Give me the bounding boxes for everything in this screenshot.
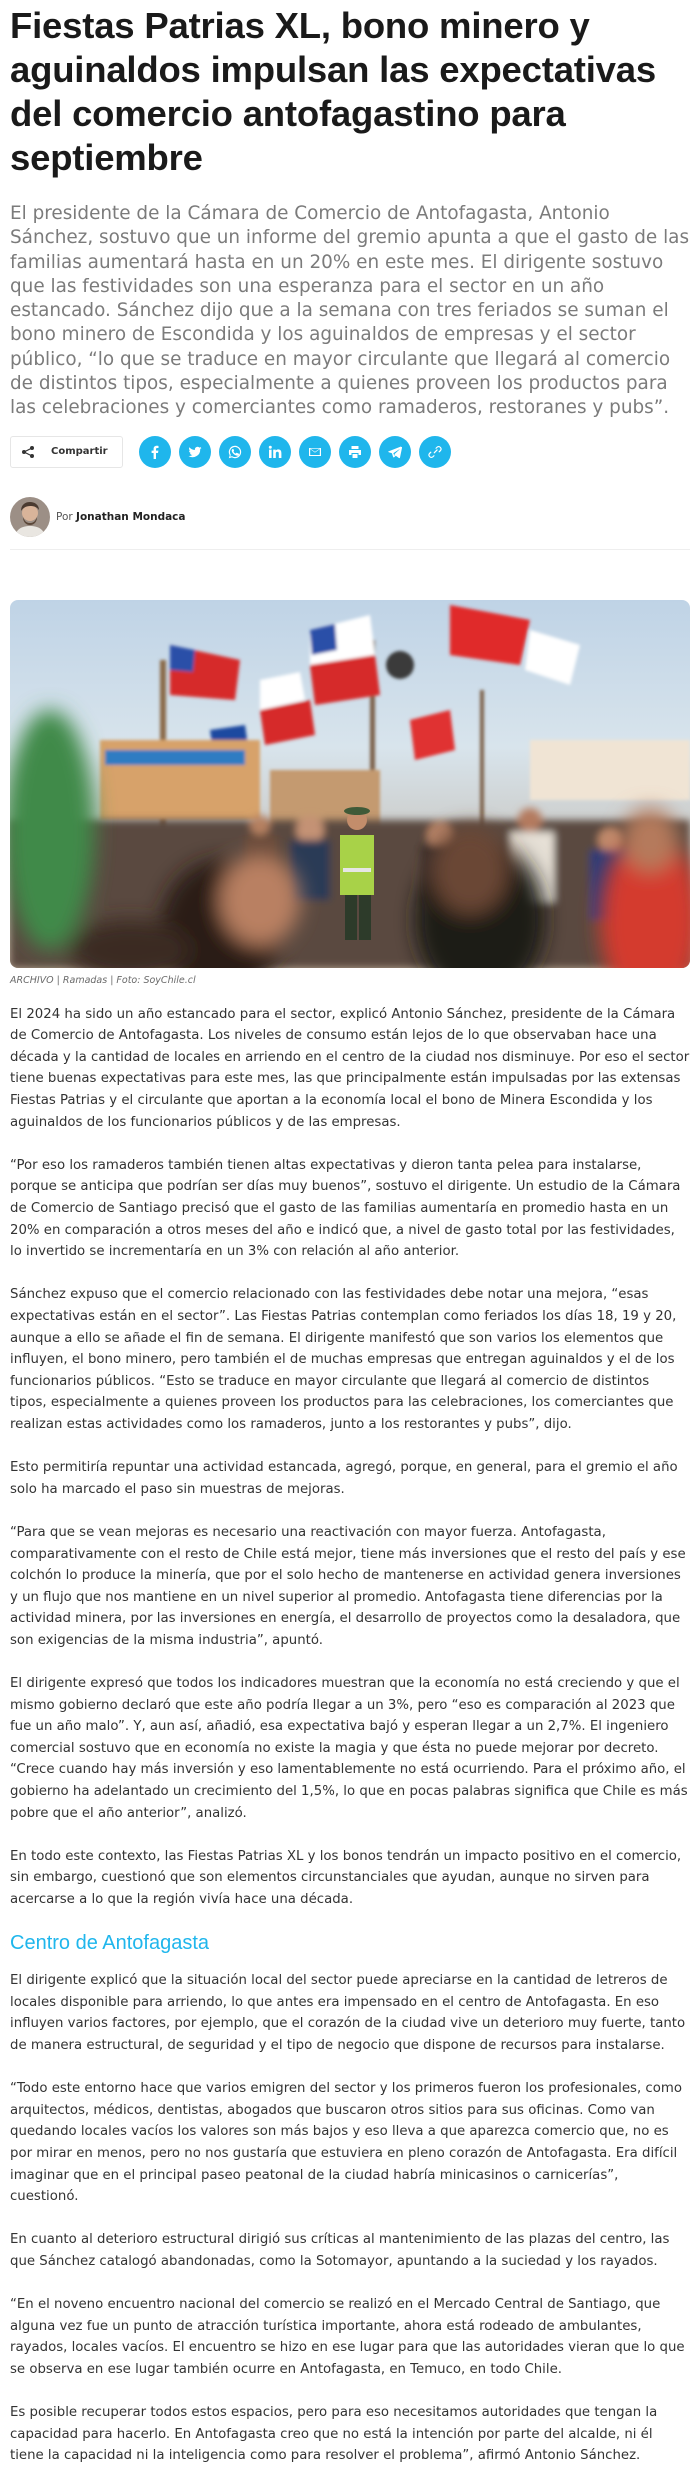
body-paragraph: El dirigente expresó que todos los indicadores muestran que la economía no está creciendo y que el mismo gobierno declaró que este año podría llegar a un 3%, pero “eso es comparación al 2023 que fue un año malo”. Y, aun así, añadió, esa expectativa bajó y esperan llegar a un 2,7%. El ingeniero comercial sostuvo que en economía no existe la magia y que ésta no puede mejorar por decreto. “Crece cuando hay más inversión y eso lamentablemente no está ocurriendo. Para el próximo año, el gobierno ha adelantado un crecimiento del 1,5%, lo que en pocas palabras significa que Chile es más pobre que el año anterior”, analizó. xyxy=(10,1676,688,1821)
share-bar xyxy=(10,435,690,469)
body-paragraph: El dirigente explicó que la situación local del sector puede apreciarse en la cantidad de letreros de locales disponible para arriendo, lo que antes era impensado en el centro de Antofagasta. En eso influyen varios factores, por ejemplo, que el corazón de la ciudad vive un deterioro muy fuerte, tanto de manera estructural, de seguridad y el tipo de negocio que dispone de recursos para instalarse. xyxy=(10,1973,686,2053)
social-buttons xyxy=(139,436,451,468)
body-paragraph: Esto permitiría repuntar una actividad estancada, agregó, porque, en general, para el gremio el año solo ha marcado el paso sin muestras de mejoras. xyxy=(10,1460,678,1497)
body-paragraph: “Por eso los ramaderos también tienen altas expectativas y dieron tanta pelea para instalarse, porque se anticipa que podrían ser días muy buenos”, sostuvo el dirigente. Un estudio de la Cámara de Comercio de Santiago precisó que el gasto de las familias aumentaría en promedio hasta en un 20% en comparación a otros meses del año e indicó que, a nivel de gasto total por las festividades, lo invertido se incrementaría en un 3% con relación al año anterior. xyxy=(10,1157,681,1260)
twitter-share-button[interactable] xyxy=(179,436,211,468)
whatsapp-share-button[interactable] xyxy=(219,436,251,468)
facebook-share-button[interactable] xyxy=(139,436,171,468)
linkedin-icon xyxy=(268,445,282,459)
print-icon xyxy=(348,445,362,459)
body-paragraph: Sánchez expuso que el comercio relacionado con las festividades debe notar una mejora, “esas expectativas están en el sector”. Las Fiestas Patrias contemplan como feriados los días 18, 19 y 20, aunque a ello se añade el fin de semana. El dirigente manifestó que son varios los elementos que influyen, el bono minero, pero también el de muchas empresas que entregan aguinaldos y el de los funcionarios públicos. “Esto se traduce en mayor circulante que llegará al comercio de distintos tipos, especialmente a quienes proveen los productos para las celebraciones, los comerciantes que realizan estas actividades como los ramaderos, junto a los restorantes y pubs”, dijo. xyxy=(10,1287,677,1432)
article-title: Fiestas Patrias XL, bono minero y aguinaldos impulsan las expectativas del comercio antofagastino para septiembre xyxy=(10,5,656,178)
body-paragraph: “En el noveno encuentro nacional del comercio se realizó en el Mercado Central de Santiago, que alguna vez fue un punto de atracción turística importante, ahora está rodeado de ambulantes, rayados, locales vacíos. El encuentro se hizo en ese lugar para que las autoridades vieran que lo que se observa en ese lugar también ocurre en Antofagasta, en Temuco, en todo Chile. xyxy=(10,2297,685,2377)
email-icon xyxy=(308,445,322,459)
share-label: Compartir xyxy=(51,446,108,458)
body-paragraph: El 2024 ha sido un año estancado para el sector, explicó Antonio Sánchez, presidente de la Cámara de Comercio de Antofagasta. Los niveles de consumo están lejos de lo que observaban hace una década y la cantidad de locales en arriendo en el centro de la ciudad nos disminuye. Por eso el sector tiene buenas expectativas para este mes, las que principalmente están impulsadas por las extensas Fiestas Patrias y el circulante que aportan a la economía local el bono de Minera Escondida y los aguinaldos de los funcionarios públicos y de las empresas. xyxy=(10,1006,690,1130)
author-byline xyxy=(10,497,690,537)
telegram-icon xyxy=(388,445,402,459)
body-paragraph: En cuanto al deterioro estructural dirigió sus críticas al mantenimiento de las plazas del centro, las que Sánchez catalogó abandonadas, como la Sotomayor, apuntando a la suciedad y los rayados. xyxy=(10,2232,670,2269)
telegram-share-button[interactable] xyxy=(379,436,411,468)
article-lead: El presidente de la Cámara de Comercio de Antofagasta, Antonio Sánchez, sostuvo que un informe del gremio apunta a que el gasto de las familias aumentará hasta en un 20% en este mes. El dirigente sostuvo que las festividades son una esperanza para el sector en un año estancado. Sánchez dijo que a la semana con tres feriados se suman el bono minero de Escondida y los aguinaldos de empresas y el sector público, “lo que se traduce en mayor circulante que llegará al comercio de distintos tipos, especialmente a quienes proveen los productos para las celebraciones y comerciantes como ramaderos, restoranes y pubs”. xyxy=(10,203,690,419)
share-icon xyxy=(21,445,35,459)
body-paragraph: Es posible recuperar todos estos espacios, pero para eso necesitamos autoridades que tengan la capacidad para hacerlo. En Antofagasta creo que no está la intención por parte del alcalde, ni él tiene la capacidad ni la inteligencia como para resolver el problema”, afirmó Antonio Sánchez. xyxy=(10,2405,658,2464)
author-name[interactable]: Jonathan Mondaca xyxy=(76,510,186,523)
body-paragraph: “Para que se vean mejoras es necesario una reactivación con mayor fuerza. Antofagasta, comparativamente con el resto de Chile está mejor, tiene más inversiones que el resto del país y ese colchón lo produce la minería, que por el solo hecho de mantenerse en actividad genera inversiones y un flujo que nos mantiene en un nivel superior al promedio. Antofagasta tiene diferencias por la actividad minera, por las inversiones en energía, el desarrollo de proyectos como la desaladora, que son exigencias de la misma industria”, apuntó. xyxy=(10,1524,686,1648)
whatsapp-icon xyxy=(228,445,242,459)
article-image xyxy=(10,600,690,968)
author-credit xyxy=(56,511,186,523)
article-page xyxy=(0,4,700,2467)
author-avatar[interactable] xyxy=(10,497,50,537)
image-caption: ARCHIVO | Ramadas | Foto: SoyChile.cl xyxy=(10,974,196,986)
link-icon xyxy=(428,445,442,459)
linkedin-share-button[interactable] xyxy=(259,436,291,468)
facebook-icon xyxy=(148,445,162,459)
body-paragraph: En todo este contexto, las Fiestas Patrias XL y los bonos tendrán un impacto positivo en el comercio, sin embargo, cuestionó que son elementos circunstanciales que ayudan, aunque no sirven para acercarse a lo que la región vivía hace una década. xyxy=(10,1848,682,1908)
section-subheading: Centro de Antofagasta xyxy=(10,1932,210,1955)
byline-divider xyxy=(10,549,690,550)
twitter-icon xyxy=(188,445,202,459)
share-button[interactable] xyxy=(10,436,123,468)
body-paragraph: “Todo este entorno hace que varios emigren del sector y los primeros fueron los profesionales, como arquitectos, médicos, dentistas, abogados que buscaron otros sitios para sus oficinas. Como van quedando locales vacíos los valores son más bajos y eso lleva a que aparezca comercio que, no es por mirar en menos, pero no nos gustaría que estuviera en pleno corazón de Antofagasta. Era difícil imaginar que en el principal paseo peatonal de la ciudad habría minicasinos o carnicerías”, cuestionó. xyxy=(10,2081,682,2205)
print-button[interactable] xyxy=(339,436,371,468)
copy-link-button[interactable] xyxy=(419,436,451,468)
author-prefix: Por xyxy=(56,510,73,523)
email-share-button[interactable] xyxy=(299,436,331,468)
article-body xyxy=(10,1004,690,2467)
